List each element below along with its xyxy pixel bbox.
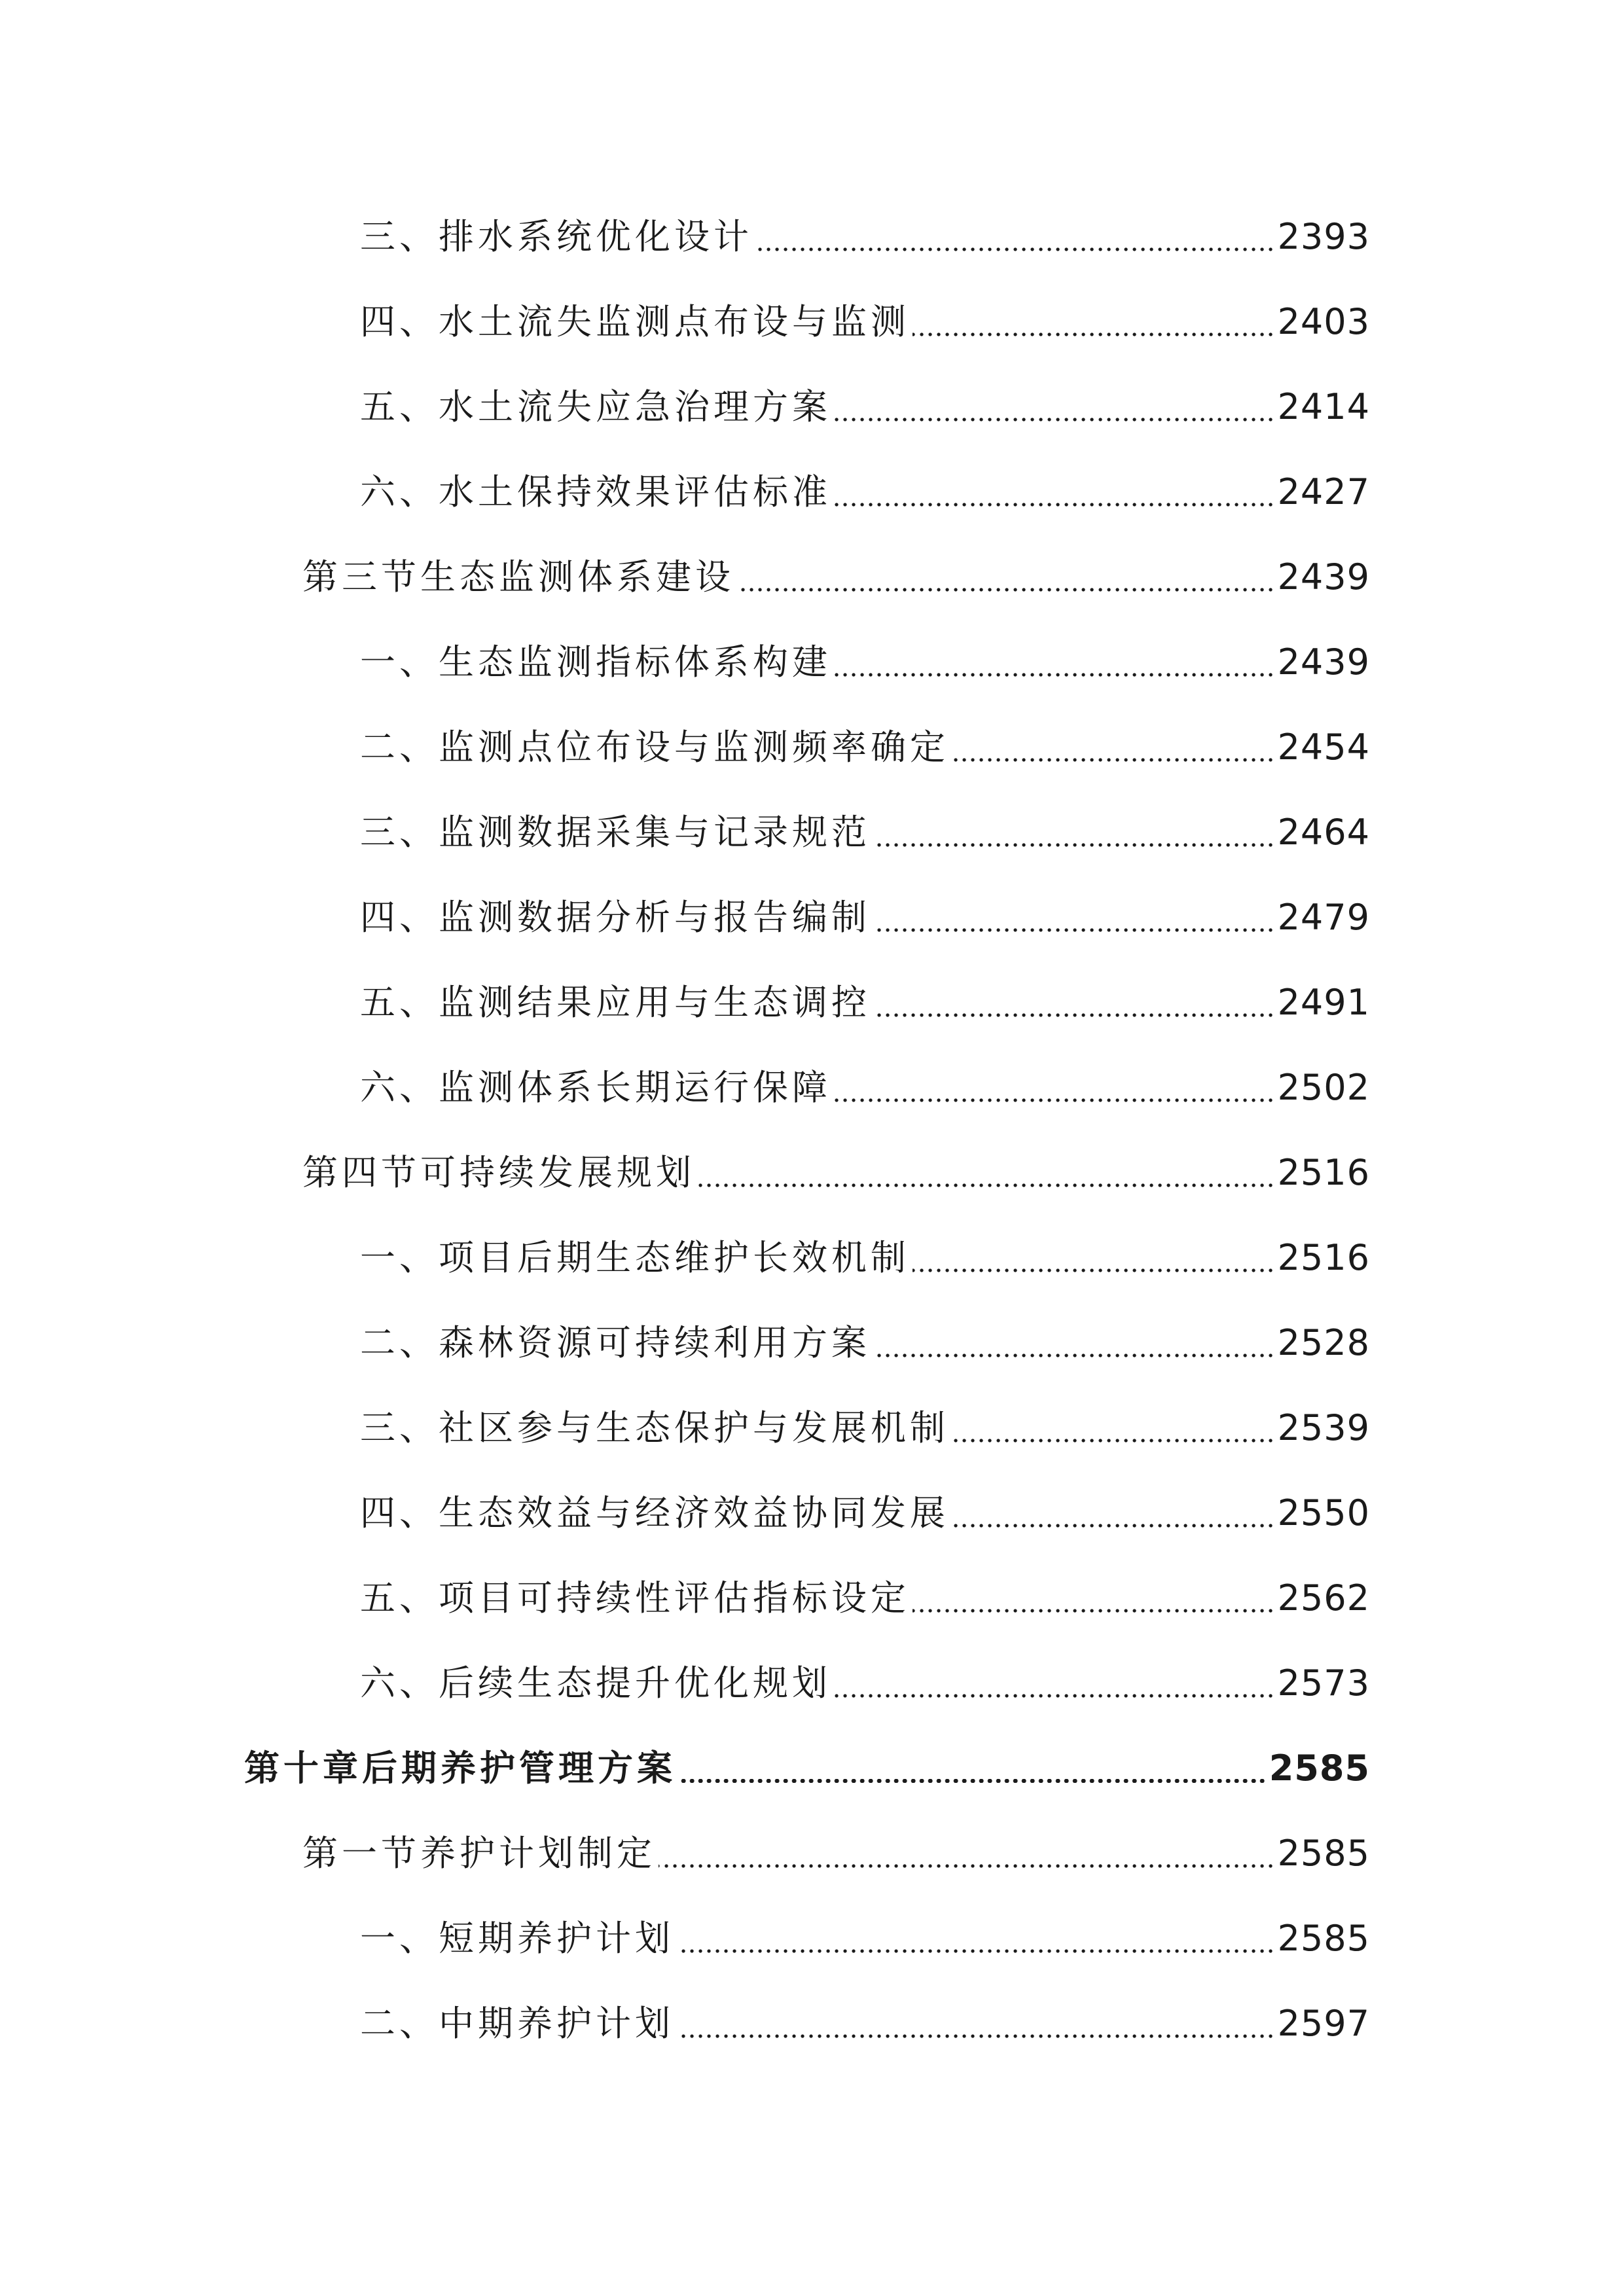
toc-entry[interactable]: [360, 806, 1370, 859]
toc-entry[interactable]: [302, 551, 1370, 603]
toc-entry-page: 2516: [1277, 1237, 1370, 1278]
toc-dot-leader: [873, 806, 1275, 859]
toc-entry[interactable]: [360, 1317, 1370, 1369]
toc-entry-title: 五、水土流失应急治理方案: [360, 386, 831, 427]
toc-dot-leader: [952, 1402, 1275, 1454]
toc-dot-leader: [873, 891, 1275, 944]
toc-entry-page: 2403: [1277, 301, 1370, 342]
toc-entry-title: 五、监测结果应用与生态调控: [360, 982, 871, 1023]
toc-entry-title: 二、中期养护计划: [360, 2003, 674, 2044]
toc-entry-title: 六、水土保持效果评估标准: [360, 471, 831, 512]
toc-dot-leader: [834, 466, 1275, 518]
toc-entry-title: 二、监测点位布设与监测频率确定: [360, 726, 949, 768]
toc-dot-leader: [698, 1147, 1275, 1199]
toc-entry-title: 一、生态监测指标体系构建: [360, 641, 831, 683]
toc-dot-leader: [834, 381, 1275, 433]
toc-entry-page: 2427: [1277, 471, 1370, 512]
toc-dot-leader: [659, 1827, 1275, 1880]
toc-entry-title: 二、森林资源可持续利用方案: [360, 1322, 871, 1363]
toc-entry[interactable]: [360, 1657, 1370, 1710]
toc-entry-page: 2573: [1277, 1662, 1370, 1704]
toc-entry-title: 三、社区参与生态保护与发展机制: [360, 1407, 949, 1448]
toc-entry[interactable]: [360, 1487, 1370, 1539]
toc-dot-leader: [873, 1317, 1275, 1369]
toc-entry[interactable]: [360, 296, 1370, 348]
toc-entry-page: 2464: [1277, 812, 1370, 853]
toc-entry-page: 2454: [1277, 726, 1370, 768]
toc-entry-title: 第四节可持续发展规划: [302, 1152, 695, 1193]
toc-entry-title: 四、生态效益与经济效益协同发展: [360, 1492, 949, 1534]
toc-entry[interactable]: [360, 636, 1370, 689]
toc-entry[interactable]: [360, 721, 1370, 774]
toc-dot-leader: [677, 1912, 1275, 1965]
toc-entry-title: 三、监测数据采集与记录规范: [360, 812, 871, 853]
toc-entry[interactable]: [360, 1572, 1370, 1624]
toc-dot-leader: [755, 211, 1275, 263]
toc-dot-leader: [679, 1742, 1267, 1795]
toc-entry[interactable]: [360, 1062, 1370, 1114]
toc-dot-leader: [737, 551, 1275, 603]
toc-dot-leader: [952, 721, 1275, 774]
toc-dot-leader: [912, 1572, 1275, 1624]
toc-entry-title: 五、项目可持续性评估指标设定: [360, 1577, 910, 1619]
toc-entry-page: 2439: [1277, 556, 1370, 598]
toc-entry-title: 三、排水系统优化设计: [360, 216, 753, 257]
toc-dot-leader: [834, 1062, 1275, 1114]
toc-entry[interactable]: [360, 211, 1370, 263]
toc-entry-page: 2539: [1277, 1407, 1370, 1448]
toc-entry-page: 2550: [1277, 1492, 1370, 1534]
toc-dot-leader: [952, 1487, 1275, 1539]
toc-entry[interactable]: [360, 977, 1370, 1029]
toc-dot-leader: [912, 1232, 1275, 1284]
toc-entry-page: 2479: [1277, 897, 1370, 938]
toc-entry-page: 2439: [1277, 641, 1370, 683]
toc-entry-title: 一、项目后期生态维护长效机制: [360, 1237, 910, 1278]
toc-entry[interactable]: [360, 1912, 1370, 1965]
toc-entry-title: 第十章后期养护管理方案: [244, 1748, 676, 1789]
toc-entry-title: 六、监测体系长期运行保障: [360, 1067, 831, 1108]
toc-dot-leader: [873, 977, 1275, 1029]
toc-entry-title: 四、水土流失监测点布设与监测: [360, 301, 910, 342]
toc-entry[interactable]: [360, 466, 1370, 518]
toc-entry-title: 四、监测数据分析与报告编制: [360, 897, 871, 938]
toc-entry[interactable]: [360, 1998, 1370, 2050]
toc-entry-page: 2597: [1277, 2003, 1370, 2044]
toc-entry-page: 2585: [1277, 1918, 1370, 1959]
toc-entry-page: 2393: [1277, 216, 1370, 257]
toc-entry-page: 2585: [1277, 1833, 1370, 1874]
toc-entry-page: 2414: [1277, 386, 1370, 427]
toc-entry[interactable]: [302, 1827, 1370, 1880]
toc-entry-page: 2502: [1277, 1067, 1370, 1108]
toc-entry[interactable]: [302, 1147, 1370, 1199]
toc-entry-page: 2491: [1277, 982, 1370, 1023]
toc-entry[interactable]: [360, 381, 1370, 433]
toc-entry[interactable]: [244, 1742, 1370, 1795]
toc-entry-page: 2585: [1269, 1748, 1370, 1789]
toc-entry[interactable]: [360, 891, 1370, 944]
toc-dot-leader: [912, 296, 1275, 348]
toc-entry-page: 2562: [1277, 1577, 1370, 1619]
toc-entry-title: 一、短期养护计划: [360, 1918, 674, 1959]
toc-entry-title: 六、后续生态提升优化规划: [360, 1662, 831, 1704]
toc-entry-page: 2516: [1277, 1152, 1370, 1193]
toc-entry-title: 第一节养护计划制定: [302, 1833, 656, 1874]
toc-dot-leader: [677, 1998, 1275, 2050]
toc-entry-page: 2528: [1277, 1322, 1370, 1363]
toc-entry[interactable]: [360, 1232, 1370, 1284]
toc-entry[interactable]: [360, 1402, 1370, 1454]
toc-entry-title: 第三节生态监测体系建设: [302, 556, 734, 598]
toc-dot-leader: [834, 636, 1275, 689]
toc-dot-leader: [834, 1657, 1275, 1710]
